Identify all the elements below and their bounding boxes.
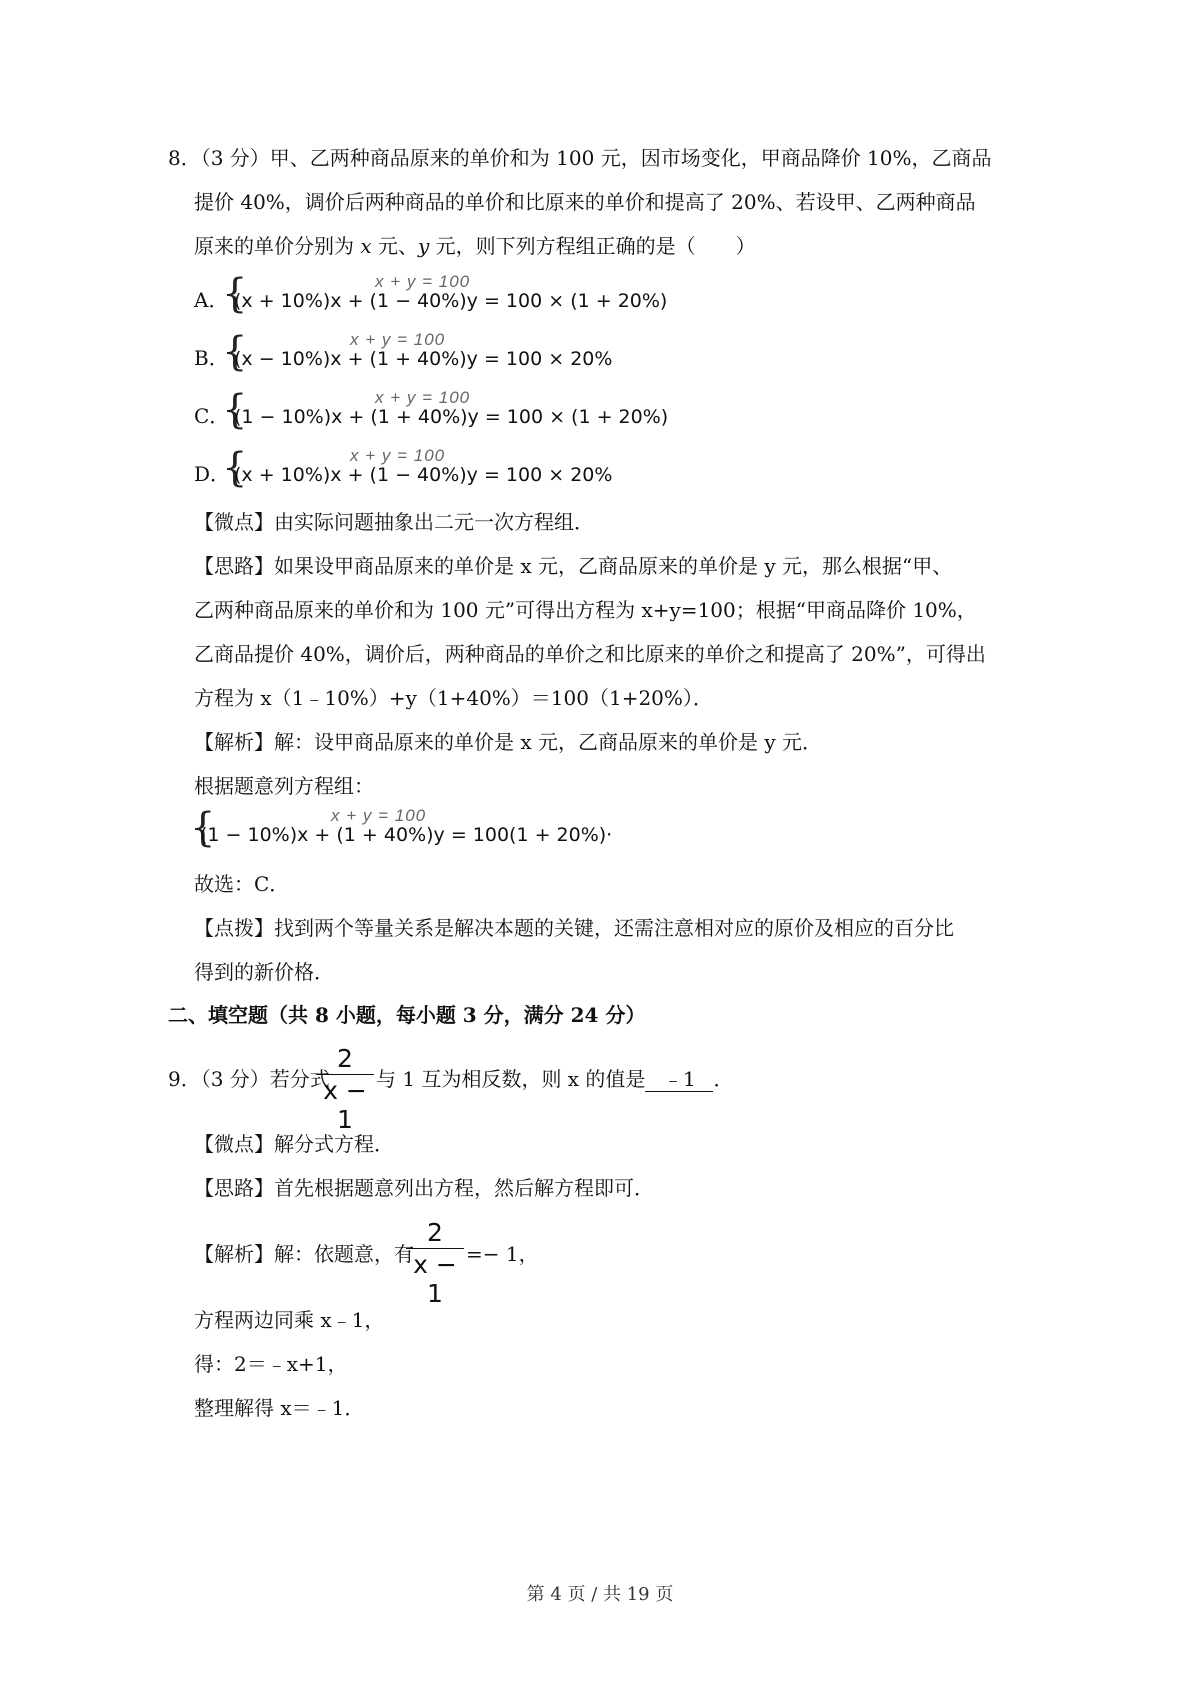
option-c-letter: C． [194,404,230,428]
q9-step-2: 得：2＝﹣x+1， [194,1352,348,1376]
q9-step-1: 方程两边同乘 x﹣1， [194,1308,385,1332]
q9-frac-num: 2 [337,1044,353,1073]
q9-jiexi-fraction [406,1218,464,1308]
q9-frac-den: x − 1 [323,1076,367,1134]
option-b-eq2: (x − 10%)x + (1 + 40%)y = 100 × 20% [234,348,613,370]
option-b-eq1: x + y = 100 [350,330,446,349]
option-c-brace: { [222,387,248,433]
q8-dianbo-line-2: 得到的新价格． [194,960,334,984]
option-d-letter: D． [194,462,231,486]
system-eq1: x + y = 100 [331,806,427,825]
q9-weidian: 【微点】解分式方程． [194,1132,394,1156]
option-d-eq1: x + y = 100 [350,446,446,465]
q8-silu-line-1: 【思路】如果设甲商品原来的单价是 x 元，乙商品原来的单价是 y 元，那么根据“甲、 [194,554,953,578]
option-b-letter: B． [194,346,229,370]
q8-silu-line-4: 方程为 x（1﹣10%）+y（1+40%）＝100（1+20%）． [194,686,713,710]
option-a-brace: { [222,271,248,317]
system-eq2: (1 − 10%)x + (1 + 40%)y = 100(1 + 20%)· [200,824,613,846]
q9-step-3: 整理解得 x＝﹣1． [194,1396,365,1420]
q8-stem-line-2: 提价 40%，调价后两种商品的单价和比原来的单价和提高了 20%、若设甲、乙两种商品 [194,190,976,214]
system-brace: { [190,805,216,851]
q8-stem-line-1: 8．（3 分）甲、乙两种商品原来的单价和为 100 元，因市场变化，甲商品降价 10%，乙商品 [168,146,992,170]
q9-jiexi-frac-den: x − 1 [413,1250,457,1308]
q9-prefix: 9．（3 分）若分式 [168,1067,330,1091]
q8-silu-line-3: 乙商品提价 40%，调价后，两种商品的单价之和比原来的单价之和提高了 20%”，可得出 [194,642,986,666]
section-heading: 二、填空题（共 8 小题，每小题 3 分，满分 24 分） [168,1003,646,1027]
q9-jiexi-prefix: 【解析】解：依题意，有 [194,1242,414,1266]
option-d-eq2: (x + 10%)x + (1 − 40%)y = 100 × 20% [234,464,613,486]
q9-fraction [316,1044,374,1134]
q9-answer-blank: ﹣1 [645,1067,713,1092]
q8-guxuan: 故选：C． [194,872,290,896]
q9-jiexi-frac-num: 2 [427,1218,443,1247]
option-c-eq2: (1 − 10%)x + (1 + 40%)y = 100 × (1 + 20%) [234,406,669,428]
q9-silu: 【思路】首先根据题意列出方程，然后解方程即可． [194,1176,654,1200]
q9-stem-rest: 与 1 互为相反数，则 x 的值是 ﹣1 ． [376,1067,734,1091]
option-d-brace: { [222,445,248,491]
option-a-eq1: x + y = 100 [375,272,471,291]
q8-stem-line-3: 原来的单价分别为 x 元、y 元，则下列方程组正确的是（ ） [194,234,756,258]
q8-genju: 根据题意列方程组： [194,774,374,798]
option-b-brace: { [222,329,248,375]
page-footer: 第 4 页 / 共 19 页 [526,1584,674,1605]
q9-jiexi-suffix: =− 1， [466,1242,539,1266]
q8-silu-line-2: 乙两种商品原来的单价和为 100 元”可得出方程为 x+y=100；根据“甲商品降价 10%， [194,598,977,622]
q8-jiexi: 【解析】解：设甲商品原来的单价是 x 元，乙商品原来的单价是 y 元． [194,730,823,754]
q8-weidian: 【微点】由实际问题抽象出二元一次方程组． [194,510,594,534]
option-c-eq1: x + y = 100 [375,388,471,407]
option-a-letter: A． [194,288,229,312]
option-a-eq2: (x + 10%)x + (1 − 40%)y = 100 × (1 + 20%) [234,290,668,312]
q8-dianbo-line-1: 【点拨】找到两个等量关系是解决本题的关键，还需注意相对应的原价及相应的百分比 [194,916,954,940]
